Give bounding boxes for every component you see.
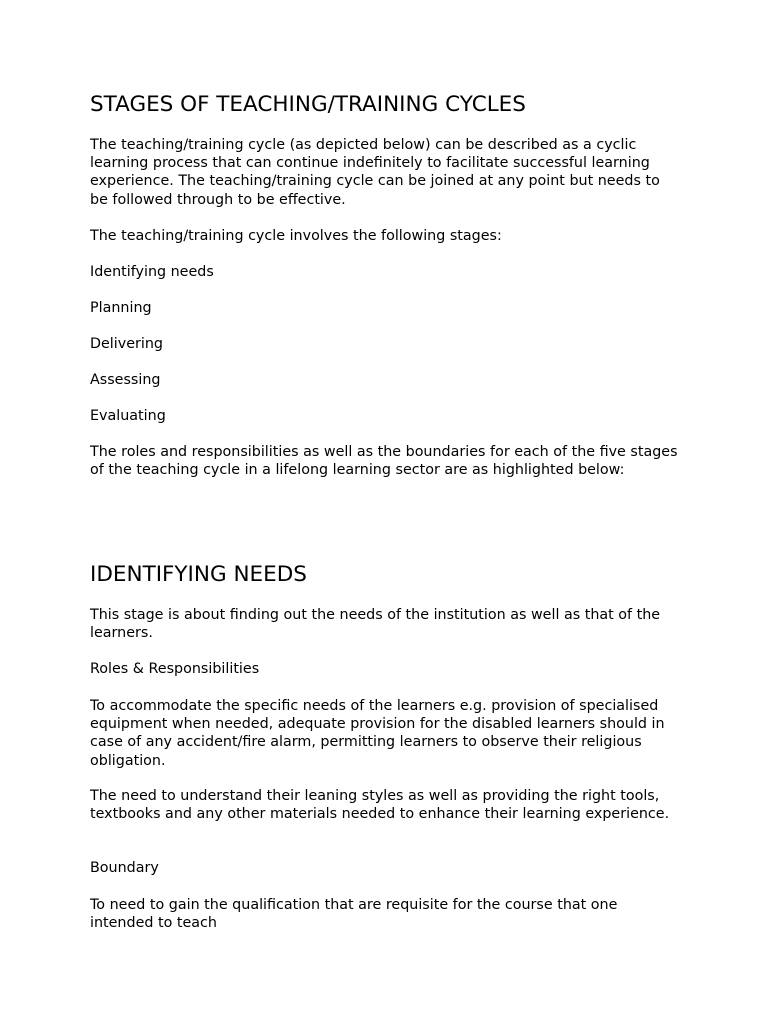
stages-intro-paragraph: The teaching/training cycle involves the following stages: (90, 228, 502, 244)
section-heading-identifying-needs: IDENTIFYING NEEDS (90, 562, 307, 587)
stage-item-assessing: Assessing (90, 372, 161, 388)
section-heading-stages: STAGES OF TEACHING/TRAINING CYCLES (90, 92, 526, 117)
stage-item-delivering: Delivering (90, 336, 163, 352)
boundary-label: Boundary (90, 860, 159, 876)
stage-item-planning: Planning (90, 300, 152, 316)
roles-label: Roles & Responsibilities (90, 661, 260, 677)
closing-paragraph: The roles and responsibilities as well as the boundaries for each of the five stages of the teaching cycle in a lifelong learning sector are as highlighted below: (90, 444, 678, 479)
roles-paragraph-1: To accommodate the specific needs of the learners e.g. provision of specialised equipment when needed, adequate provision for the disabled learners should in case of any accident/fire alarm, permitting learners to observe their religious obligation. (90, 698, 665, 769)
identifying-needs-intro: This stage is about finding out the needs of the institution as well as that of the learners. (90, 607, 661, 642)
boundary-paragraph: To need to gain the qualification that are requisite for the course that one intended to teach (90, 897, 618, 932)
stage-item-evaluating: Evaluating (90, 408, 166, 424)
roles-paragraph-2: The need to understand their leaning styles as well as providing the right tools, textbooks and any other materials needed to enhance their learning experience. (90, 788, 670, 823)
stage-item-identifying-needs: Identifying needs (90, 264, 214, 280)
intro-paragraph: The teaching/training cycle (as depicted below) can be described as a cyclic learning process that can continue indefinitely to facilitate successful learning experience. The teaching/training cycle can be joined at any point but needs to be followed through to be effective. (90, 137, 660, 208)
